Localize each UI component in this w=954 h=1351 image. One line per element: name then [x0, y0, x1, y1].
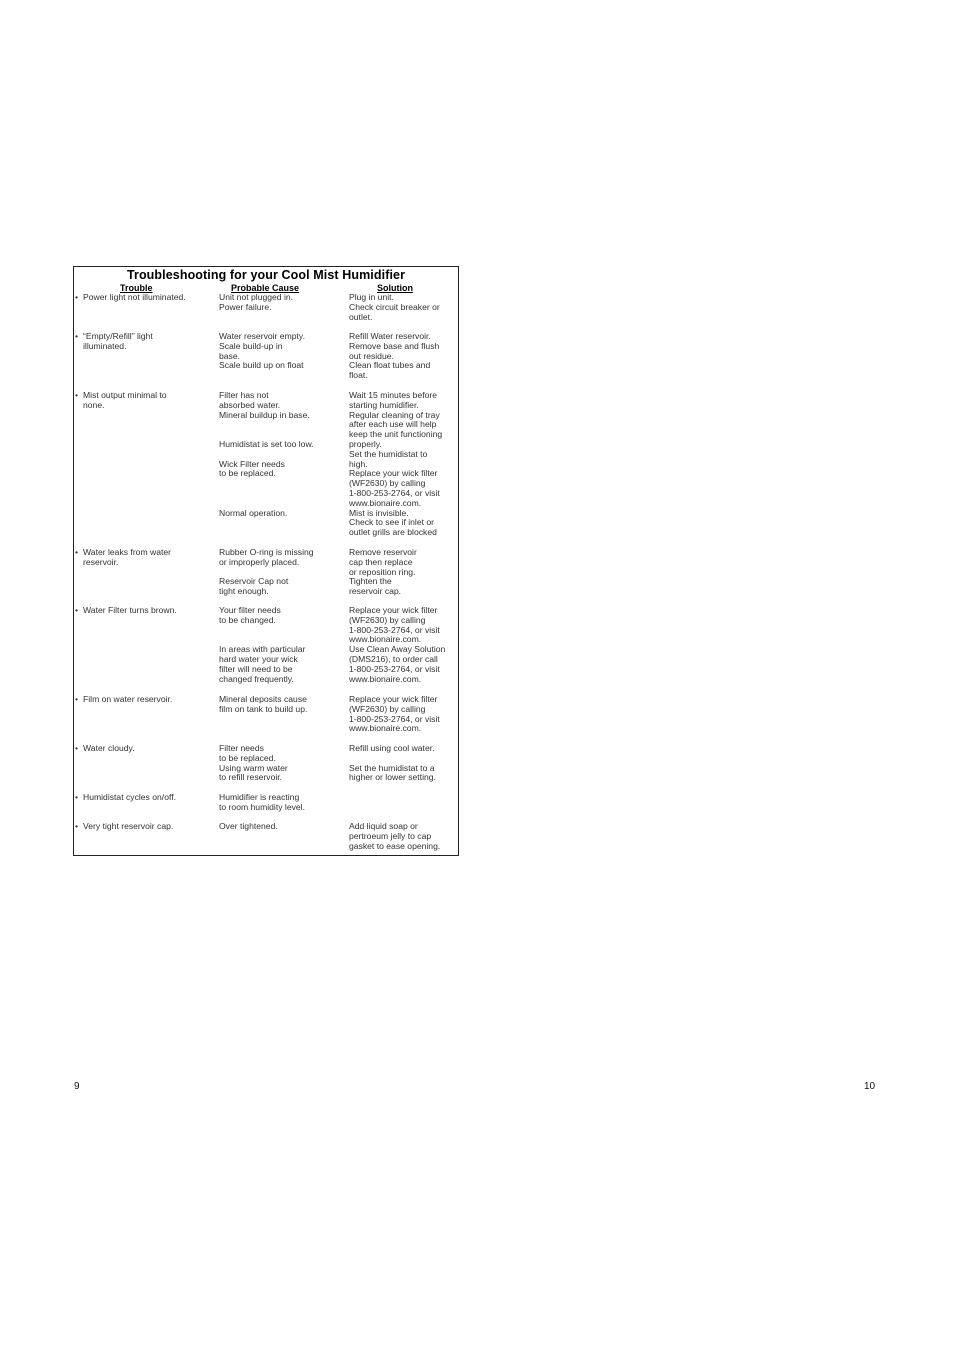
bullet-icon: •	[75, 743, 79, 753]
cause-cell	[219, 606, 344, 684]
table-title: Troubleshooting for your Cool Mist Humidifier	[126, 268, 406, 282]
solution-line: www.bionaire.com.	[349, 723, 422, 734]
trouble-line: Water leaks from water	[83, 547, 172, 557]
solution-line: Remove reservoir	[349, 547, 417, 557]
solution-line: Check circuit breaker or	[349, 301, 440, 312]
trouble-line: Film on water reservoir.	[83, 694, 173, 704]
trouble-line: Humidistat cycles on/off.	[83, 792, 176, 802]
trouble-line: Water Filter turns brown.	[83, 605, 177, 615]
cause-line: Using warm water	[219, 762, 288, 773]
cause-line: Humidifier is reacting	[219, 792, 300, 802]
solution-line: keep the unit functioning	[349, 429, 443, 440]
bullet-icon: •	[75, 292, 79, 302]
header-trouble: Trouble	[120, 283, 153, 293]
cause-line: Rubber O-ring is missing	[219, 547, 314, 557]
solution-line: Replace your wick filter	[349, 694, 438, 704]
bullet-icon: •	[75, 390, 79, 400]
cause-cell	[219, 293, 344, 313]
solution-line: out residue.	[349, 350, 394, 361]
page-number-left: 9	[74, 1081, 80, 1092]
solution-line: Refill using cool water.	[349, 743, 435, 753]
solution-line: after each use will help	[349, 419, 437, 430]
bullet-icon: •	[75, 547, 79, 557]
cause-line: to be replaced.	[219, 468, 276, 479]
cause-line: to refill reservoir.	[219, 772, 283, 783]
solution-line: pertroeum jelly to cap	[349, 830, 432, 841]
trouble-cell	[75, 744, 215, 754]
solution-line: higher or lower setting.	[349, 772, 436, 783]
solution-line: Tighten the	[349, 576, 392, 587]
cause-line: Over tightened.	[219, 821, 278, 831]
solution-line: (WF2630) by calling	[349, 478, 426, 489]
trouble-line: illuminated.	[83, 340, 127, 351]
solution-line: 1-800-253-2764, or visit	[349, 487, 440, 498]
cause-cell	[219, 548, 344, 597]
cause-line	[219, 626, 344, 636]
cause-line: Filter has not	[219, 390, 269, 400]
solution-cell	[349, 695, 459, 734]
cause-line: Power failure.	[219, 301, 272, 312]
cause-cell	[219, 822, 344, 832]
solution-line: www.bionaire.com.	[349, 634, 422, 645]
cause-line: Mineral buildup in base.	[219, 409, 310, 420]
cause-line: Water reservoir empty.	[219, 331, 305, 341]
solution-line: www.bionaire.com.	[349, 673, 422, 684]
solution-line: reservoir cap.	[349, 586, 402, 597]
solution-line: Regular cleaning of tray	[349, 409, 440, 420]
cause-line: Wick Filter needs	[219, 458, 285, 469]
solution-line: Set the humidistat to	[349, 448, 428, 459]
cause-line: Scale build up on float	[219, 360, 304, 371]
cause-cell	[219, 391, 344, 518]
solution-line: or reposition ring.	[349, 566, 416, 577]
solution-line: www.bionaire.com.	[349, 497, 422, 508]
solution-line: Set the humidistat to a	[349, 762, 435, 773]
solution-cell	[349, 606, 459, 684]
cause-line	[219, 479, 344, 489]
cause-line: Unit not plugged in.	[219, 292, 294, 302]
solution-line: Mist is invisible.	[349, 507, 409, 518]
solution-line: 1-800-253-2764, or visit	[349, 713, 440, 724]
trouble-cell	[75, 391, 215, 411]
solution-line: Remove base and flush	[349, 340, 440, 351]
cause-line: Filter needs	[219, 743, 264, 753]
cause-cell	[219, 744, 344, 783]
solution-line: (DMS216), to order call	[349, 653, 438, 664]
solution-line: high.	[349, 458, 368, 469]
solution-line: outlet.	[349, 311, 373, 322]
cause-line: Humidistat is set too low.	[219, 438, 314, 449]
cause-line: Your filter needs	[219, 605, 281, 615]
trouble-line: none.	[83, 399, 105, 410]
trouble-cell	[75, 695, 215, 705]
trouble-cell	[75, 293, 215, 303]
bullet-icon: •	[75, 792, 79, 802]
cause-line: Reservoir Cap not	[219, 576, 289, 587]
cause-line: film on tank to build up.	[219, 703, 308, 714]
cause-line: base.	[219, 350, 241, 361]
trouble-line: Power light not illuminated.	[83, 292, 186, 302]
cause-line: In areas with particular	[219, 644, 306, 655]
header-solution: Solution	[377, 283, 413, 293]
trouble-line: Water cloudy.	[83, 743, 135, 753]
trouble-cell	[75, 606, 215, 616]
solution-line: float.	[349, 370, 368, 381]
solution-line: outlet grills are blocked	[349, 527, 437, 538]
trouble-line: reservoir.	[83, 556, 119, 567]
solution-line: 1-800-253-2764, or visit	[349, 624, 440, 635]
page-number-right: 10	[864, 1081, 876, 1092]
cause-cell	[219, 793, 344, 813]
cause-line: or improperly placed.	[219, 556, 300, 567]
trouble-cell	[75, 332, 215, 352]
solution-cell	[349, 293, 459, 322]
solution-cell	[349, 391, 459, 538]
solution-cell	[349, 744, 459, 783]
solution-line: Check to see if inlet or	[349, 517, 435, 528]
solution-line: properly.	[349, 438, 382, 449]
cause-line: filter will need to be	[219, 663, 293, 674]
cause-line: Scale build-up in	[219, 340, 283, 351]
solution-cell	[349, 332, 459, 381]
trouble-cell	[75, 822, 215, 832]
cause-line: Normal operation.	[219, 507, 288, 518]
troubleshooting-table	[73, 266, 459, 856]
trouble-cell	[75, 793, 215, 803]
cause-cell	[219, 332, 344, 371]
solution-cell	[349, 822, 459, 851]
cause-line: Mineral deposits cause	[219, 694, 307, 704]
cause-line	[219, 489, 344, 499]
header-probable-cause: Probable Cause	[231, 283, 300, 293]
solution-line: (WF2630) by calling	[349, 703, 426, 714]
solution-line: Use Clean Away Solution	[349, 644, 446, 655]
solution-line: Add liquid soap or	[349, 821, 418, 831]
trouble-line: “Empty/Refill” light	[83, 331, 153, 341]
solution-line: Replace your wick filter	[349, 468, 438, 479]
cause-line: to be replaced.	[219, 752, 276, 763]
cause-line: tight enough.	[219, 586, 269, 597]
bullet-icon: •	[75, 331, 79, 341]
solution-line: Replace your wick filter	[349, 605, 438, 615]
solution-line: cap then replace	[349, 556, 413, 567]
cause-line: to be changed.	[219, 614, 276, 625]
cause-line: absorbed water.	[219, 399, 281, 410]
solution-line: Plug in unit.	[349, 292, 394, 302]
cause-line: changed frequently.	[219, 673, 294, 684]
trouble-cell	[75, 548, 215, 568]
solution-line: gasket to ease opening.	[349, 840, 441, 851]
cause-cell	[219, 695, 344, 715]
bullet-icon: •	[75, 821, 79, 831]
solution-line: 1-800-253-2764, or visit	[349, 663, 440, 674]
bullet-icon: •	[75, 605, 79, 615]
solution-line: Wait 15 minutes before	[349, 390, 438, 400]
solution-line: (WF2630) by calling	[349, 614, 426, 625]
cause-line	[219, 420, 344, 430]
solution-line: Refill Water reservoir.	[349, 331, 431, 341]
bullet-icon: •	[75, 694, 79, 704]
solution-line: Clean float tubes and	[349, 360, 431, 371]
solution-cell	[349, 548, 459, 597]
trouble-line: Mist output minimal to	[83, 390, 167, 400]
trouble-line: Very tight reservoir cap.	[83, 821, 174, 831]
cause-line: hard water your wick	[219, 653, 298, 664]
cause-line: to room humidity level.	[219, 801, 305, 812]
solution-line: starting humidifier.	[349, 399, 419, 410]
